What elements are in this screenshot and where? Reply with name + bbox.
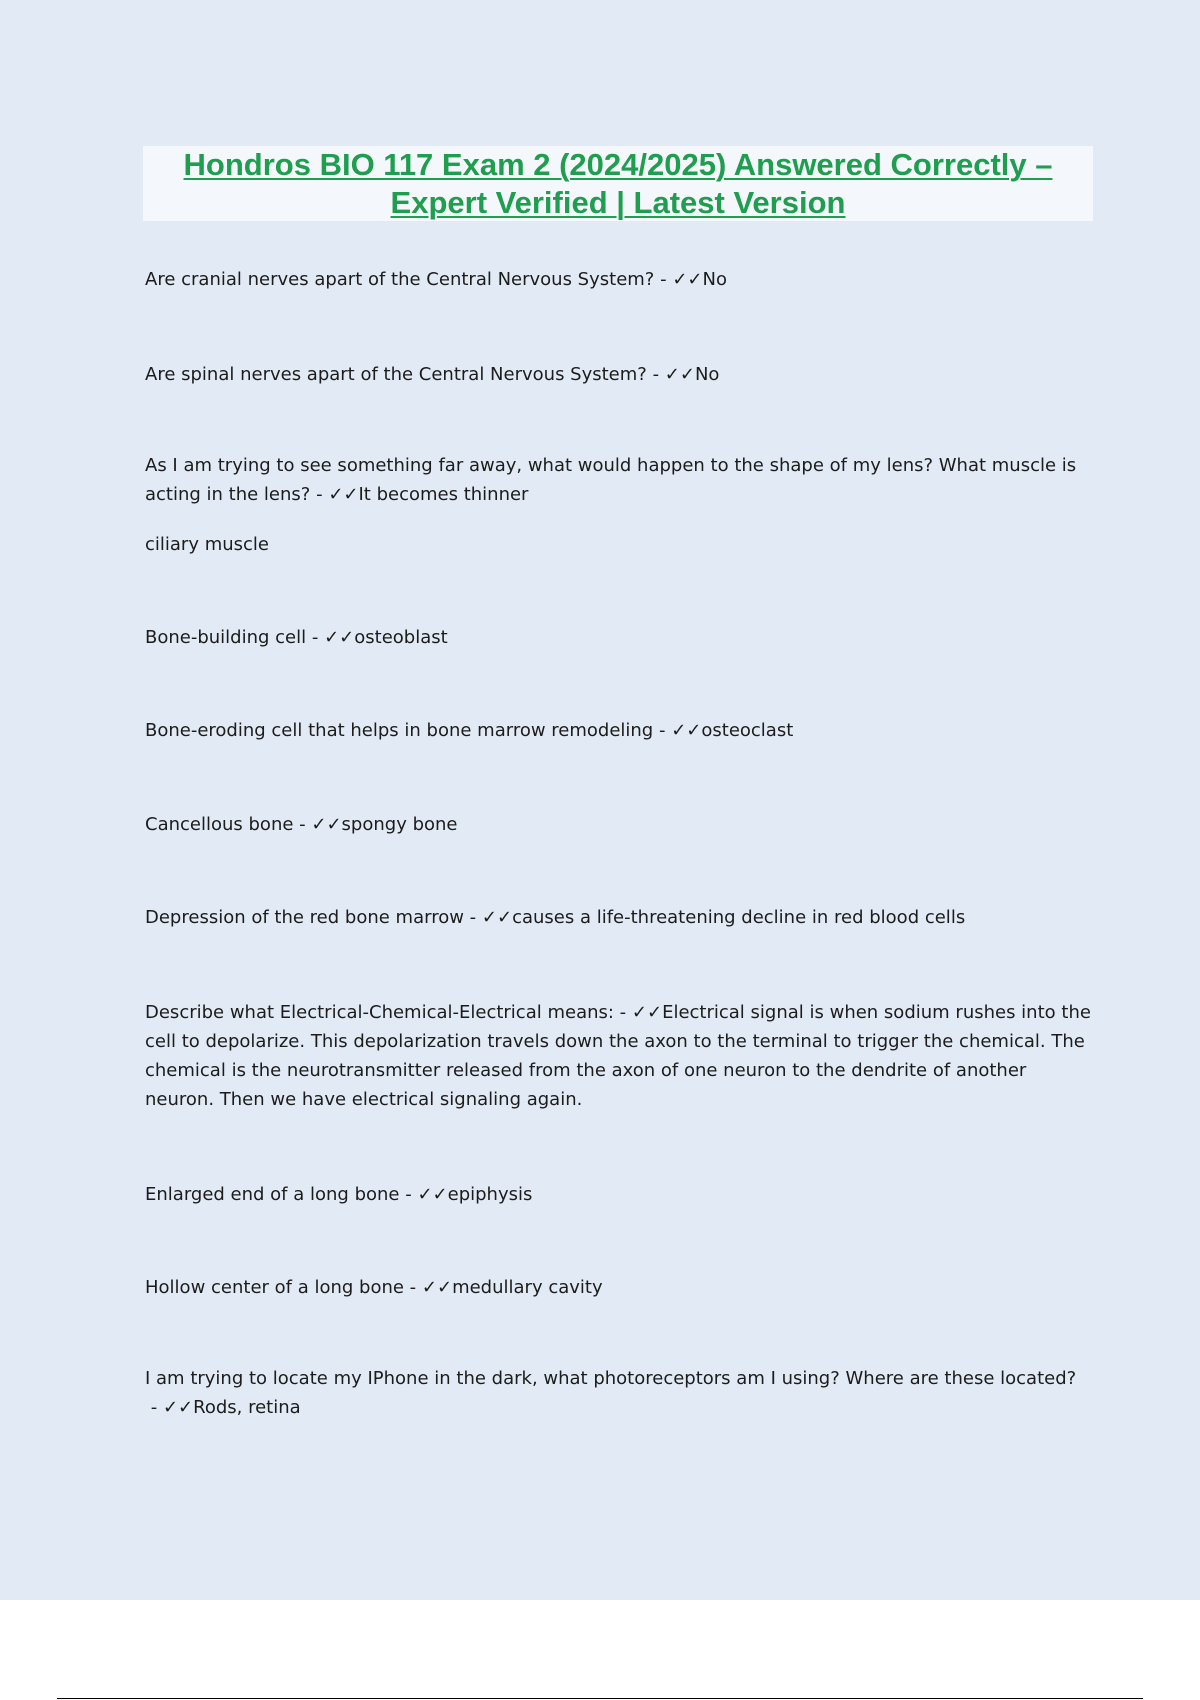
separator: -	[306, 627, 325, 648]
separator: -	[293, 814, 312, 835]
question-text: Cancellous bone	[145, 814, 294, 835]
question-text: Hollow center of a long bone	[145, 1277, 404, 1298]
title-line-2: Expert Verified | Latest Version	[390, 185, 846, 220]
answer-text: osteoclast	[701, 720, 794, 741]
separator: -	[646, 364, 665, 385]
separator: -	[653, 720, 672, 741]
answer-text: epiphysis	[447, 1184, 533, 1205]
qa-item	[145, 903, 1100, 932]
document-title	[143, 146, 1093, 221]
qa-item	[145, 1273, 1100, 1302]
question-text: Bone-eroding cell that helps in bone marrow remodeling	[145, 720, 654, 741]
question-text: Describe what Electrical-Chemical-Electrical means:	[145, 1002, 614, 1023]
check-icon: ✓✓	[481, 907, 513, 928]
answer-text: Electrical signal is when sodium rushes into the cell to depolarize. This depolarization travels down the axon to the terminal to trigger the chemical. The chemical is the neurotransmitter released from the axon of one neuron to the dendrite of another neuron. Then we have electrical signaling again.	[145, 1002, 1091, 1110]
answer-text: causes a life-threatening decline in red blood cells	[512, 907, 966, 928]
qa-item-continuation	[145, 530, 1100, 559]
qa-item	[145, 810, 1100, 839]
qa-item	[145, 1180, 1100, 1209]
answer-text: osteoblast	[354, 627, 448, 648]
qa-item	[145, 998, 1100, 1114]
answer-text: No	[694, 364, 720, 385]
question-text: Are spinal nerves apart of the Central Nervous System?	[145, 364, 647, 385]
question-text: As I am trying to see something far away, what would happen to the shape of my lens? What muscle is acting in the lens?	[145, 455, 1077, 505]
answer-text: medullary cavity	[452, 1277, 603, 1298]
answer-text: spongy bone	[341, 814, 458, 835]
check-icon: ✓✓	[417, 1184, 448, 1205]
title-line-1: Hondros BIO 117 Exam 2 (2024/2025) Answered Correctly –	[183, 147, 1053, 182]
check-icon: ✓✓	[162, 1397, 194, 1418]
question-text: Are cranial nerves apart of the Central Nervous System?	[145, 269, 655, 290]
answer-text: Rods, retina	[193, 1397, 301, 1418]
qa-item	[145, 360, 1100, 389]
separator: -	[399, 1184, 418, 1205]
qa-item	[145, 451, 1100, 509]
separator: -	[403, 1277, 422, 1298]
check-icon: ✓✓	[311, 814, 342, 835]
footer-divider	[57, 1698, 1143, 1699]
question-text: Bone-building cell	[145, 627, 307, 648]
check-icon: ✓✓	[671, 720, 702, 741]
check-icon: ✓✓	[631, 1002, 663, 1023]
question-text: Enlarged end of a long bone	[145, 1184, 400, 1205]
answer-text: It becomes thinner	[358, 484, 529, 505]
check-icon: ✓✓	[328, 484, 359, 505]
separator: -	[310, 484, 329, 505]
check-icon: ✓✓	[421, 1277, 453, 1298]
separator: -	[613, 1002, 632, 1023]
check-icon: ✓✓	[664, 364, 695, 385]
question-text: Depression of the red bone marrow	[145, 907, 464, 928]
answer-text: No	[702, 269, 727, 290]
qa-item	[145, 265, 1100, 294]
check-icon: ✓✓	[324, 627, 355, 648]
answer-text-line2: ciliary muscle	[145, 534, 269, 555]
qa-item	[145, 1364, 1100, 1422]
question-text: I am trying to locate my IPhone in the dark, what photoreceptors am I using? Where are these located?	[145, 1368, 1077, 1389]
check-icon: ✓✓	[672, 269, 703, 290]
separator: -	[654, 269, 673, 290]
qa-item	[145, 716, 1100, 745]
qa-item	[145, 623, 1100, 652]
separator: -	[463, 907, 482, 928]
separator: -	[145, 1397, 163, 1418]
